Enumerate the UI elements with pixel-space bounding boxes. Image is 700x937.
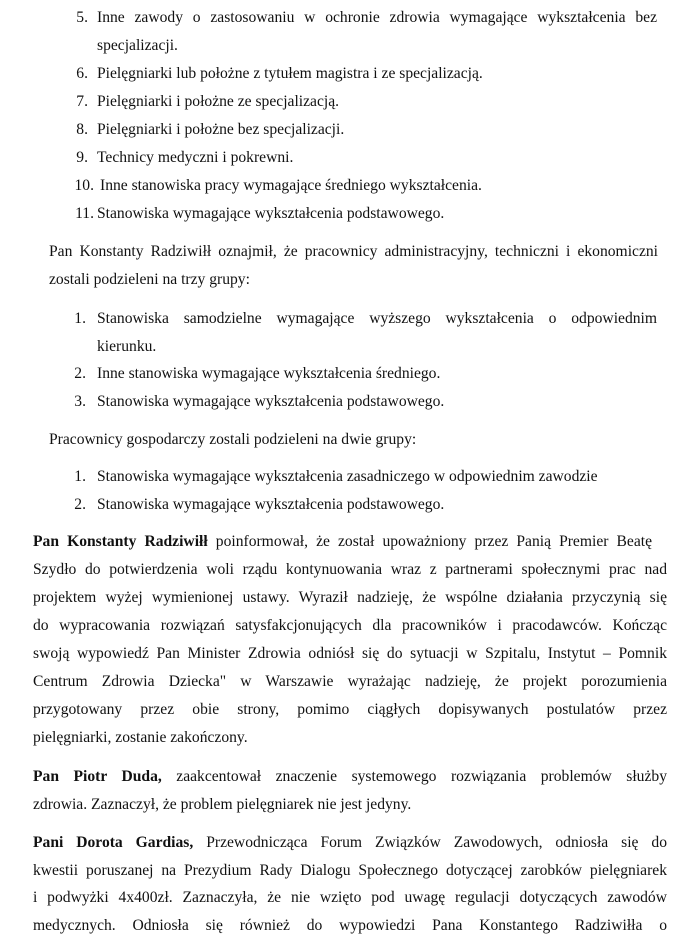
paragraph-line: poinformował, że został upoważniony przez Panią Premier Beatę — [215, 533, 652, 550]
list-item — [97, 8, 657, 28]
paragraph-line: swoją wypowiedź Pan Minister Zdrowia odniósł się do sytuacji w Szpitalu, Instytut – Pomnik — [33, 645, 667, 662]
list-item-text: Stanowiska wymagające wykształcenia podstawowego. — [97, 496, 445, 513]
list-item-text: Pielęgniarki lub położne z tytułem magistra i ze specjalizacją. — [97, 65, 483, 82]
paragraph-line: zdrowia. Zaznaczył, że problem pielęgniarek nie jest jedyny. — [33, 796, 412, 813]
speaker-name: Pani Dorota Gardias, — [33, 834, 194, 851]
paragraph-economic-workers: Pracownicy gospodarczy zostali podzieleni na dwie grupy: — [49, 431, 417, 448]
paragraph-line: projektem wyżej wymienionej ustawy. Wyraził nadzieję, że wspólne działania przyczynią się — [33, 589, 667, 606]
list-item-text-cont: specjalizacji. — [97, 37, 178, 54]
list-item-number: 11. — [75, 205, 94, 222]
paragraph-line: zaakcentował znaczenie systemowego rozwiązania problemów służby — [176, 768, 667, 785]
list-item-text: Stanowiska wymagające wykształcenia podstawowego. — [97, 205, 445, 222]
list-item-number: 1. — [74, 310, 86, 327]
paragraph-line: zostali podzieleni na trzy grupy: — [49, 271, 250, 288]
list-item-text: Technicy medyczni i pokrewni. — [97, 149, 294, 166]
list-item-number: 7. — [76, 93, 88, 110]
speaker-name: Pan Piotr Duda, — [33, 768, 162, 785]
list-item-number: 1. — [74, 468, 86, 485]
list-item-text: Pielęgniarki i położne ze specjalizacją. — [97, 93, 340, 110]
paragraph-line: Pan Konstanty Radziwiłł oznajmił, że pracownicy administracyjny, techniczni i ekonomiczni — [49, 243, 658, 260]
list-item-text: Stanowiska wymagające wykształcenia podstawowego. — [97, 393, 445, 410]
list-item-number: 3. — [74, 393, 86, 410]
list-item-number: 5. — [76, 9, 88, 26]
paragraph-line: kwestii poruszanej na Prezydium Rady Dialogu Społecznego dotyczącej zarobków pielęgniarek — [33, 862, 667, 879]
list-item — [97, 309, 657, 329]
paragraph-line: przygotowany przez obie strony, pomimo ciągłych dopisywanych postulatów przez — [33, 701, 667, 718]
list-item-text: Inne stanowiska pracy wymagające średniego wykształcenia. — [100, 177, 482, 194]
list-item-text: Pielęgniarki i położne bez specjalizacji. — [97, 121, 345, 138]
list-item-number: 8. — [76, 121, 88, 138]
list-item-number: 2. — [74, 365, 86, 382]
list-item-number: 2. — [74, 496, 86, 513]
paragraph-line: Centrum Zdrowia Dziecka" w Warszawie wyrażając nadzieję, że projekt porozumienia — [33, 673, 667, 690]
list-item-number: 10. — [74, 177, 94, 194]
paragraph-line: do wypracowania rozwiązań satysfakcjonujących dla pracowników i pracodawców. Kończąc — [33, 617, 667, 634]
list-item-number: 6. — [76, 65, 88, 82]
paragraph-line: Przewodnicząca Forum Związków Zawodowych, odniosła się do — [206, 834, 667, 851]
speaker-name: Pan Konstanty Radziwiłł — [33, 533, 208, 550]
list-item-text-cont: kierunku. — [97, 338, 157, 355]
list-item-text: Inne zawody o zastosowaniu w ochronie zdrowia wymagające wykształcenia bez — [97, 9, 657, 26]
paragraph-line: pielęgniarki, zostanie zakończony. — [33, 729, 248, 746]
list-item-text: Inne stanowiska wymagające wykształcenia średniego. — [97, 365, 441, 382]
paragraph-line: Szydło do potwierdzenia woli rządu kontynuowania wraz z partnerami społecznymi prac nad — [33, 561, 667, 578]
paragraph-line: i podwyżki 4x400zł. Zaznaczyła, że nie wzięto pod uwagę regulacji dotyczących zawodów — [33, 889, 667, 906]
list-item-text: Stanowiska samodzielne wymagające wyższego wykształcenia o odpowiednim — [97, 310, 657, 327]
paragraph-line: medycznych. Odniosła się również do wypowiedzi Pana Konstantego Radziwiłła o — [33, 917, 667, 934]
list-item-number: 9. — [76, 149, 88, 166]
list-item-text: Stanowiska wymagające wykształcenia zasadniczego w odpowiednim zawodzie — [97, 468, 598, 485]
